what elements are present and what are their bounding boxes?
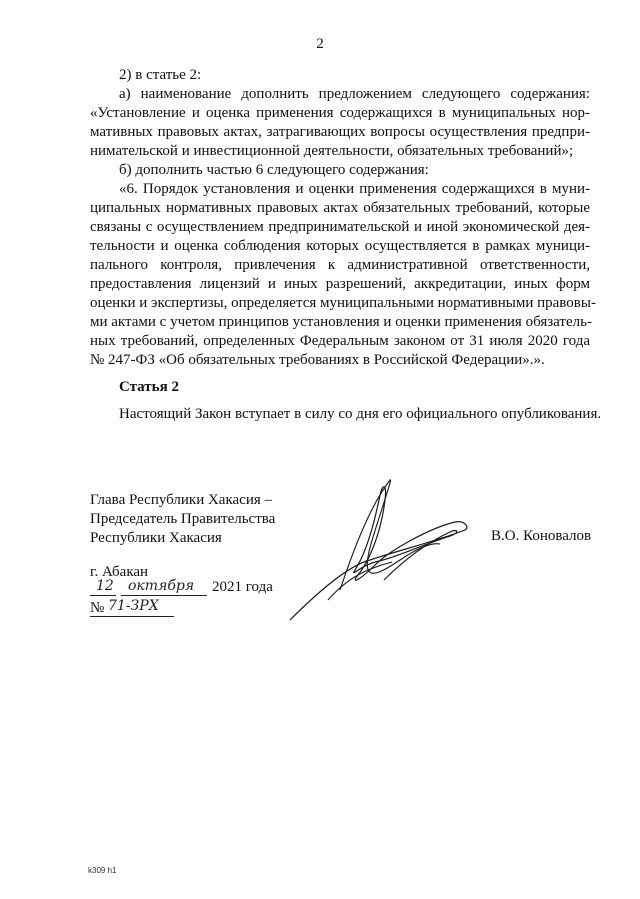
- handwritten-signature: [280, 470, 480, 630]
- body-line: № 247-ФЗ «Об обязательных требованиях в Российской Федерации».».: [90, 352, 545, 368]
- signatory-name: В.О. Коновалов: [491, 528, 592, 544]
- law-number-prefix: №: [90, 600, 105, 616]
- date-year: 2021 года: [212, 579, 273, 595]
- signatory-title-line: Председатель Правительства: [90, 511, 276, 527]
- body-line: «Установление и оценка применения содержащихся в муниципальных нор-: [90, 105, 590, 121]
- body-line: 2) в статье 2:: [119, 67, 202, 83]
- place: г. Абакан: [90, 564, 149, 580]
- body-line: ных требований, определенных Федеральным законом от 31 июля 2020 года: [90, 333, 590, 349]
- date-month-underline: [121, 595, 207, 596]
- date-day-handwritten: 12: [96, 578, 114, 594]
- law-number-handwritten: 71-ЗРХ: [108, 598, 159, 614]
- body-line: тельности и оценка соблюдения которых осуществляется в рамках муници-: [90, 238, 590, 254]
- date-day-underline: [90, 595, 116, 596]
- signatory-title-line: Глава Республики Хакасия –: [90, 492, 273, 508]
- body-line: ми актами с учетом принципов установления и оценки применения обязатель-: [90, 314, 592, 330]
- body-line: предоставления лицензий и иных разрешений, аккредитации, иных форм: [90, 276, 590, 292]
- page-number: 2: [316, 36, 324, 52]
- article-heading: Статья 2: [119, 379, 179, 395]
- body-line: ципальных нормативных правовых актах обязательных требований, которые: [90, 200, 590, 216]
- body-line: оценки и экспертизы, определяется муниципальными нормативными правовы-: [90, 295, 596, 311]
- law-number-underline: [90, 616, 174, 617]
- body-line: а) наименование дополнить предложением следующего содержания:: [119, 86, 590, 102]
- article-text: Настоящий Закон вступает в силу со дня его официального опубликования.: [119, 406, 602, 422]
- body-line: связаны с осуществлением предпринимательской и иной экономической дея-: [90, 219, 590, 235]
- date-month-handwritten: октября: [128, 578, 195, 594]
- body-line: нимательской и инвестиционной деятельности, обязательных требований»;: [90, 143, 574, 159]
- body-line: «6. Порядок установления и оценки применения содержащихся в муни-: [119, 181, 590, 197]
- body-line: б) дополнить частью 6 следующего содержания:: [119, 162, 429, 178]
- body-line: пального контроля, привлечения к административной ответственности,: [90, 257, 590, 273]
- footer-code: k309 h1: [88, 866, 117, 875]
- body-line: мативных правовых актах, затрагивающих вопросы осуществления предпри-: [90, 124, 590, 140]
- signatory-title-line: Республики Хакасия: [90, 530, 222, 546]
